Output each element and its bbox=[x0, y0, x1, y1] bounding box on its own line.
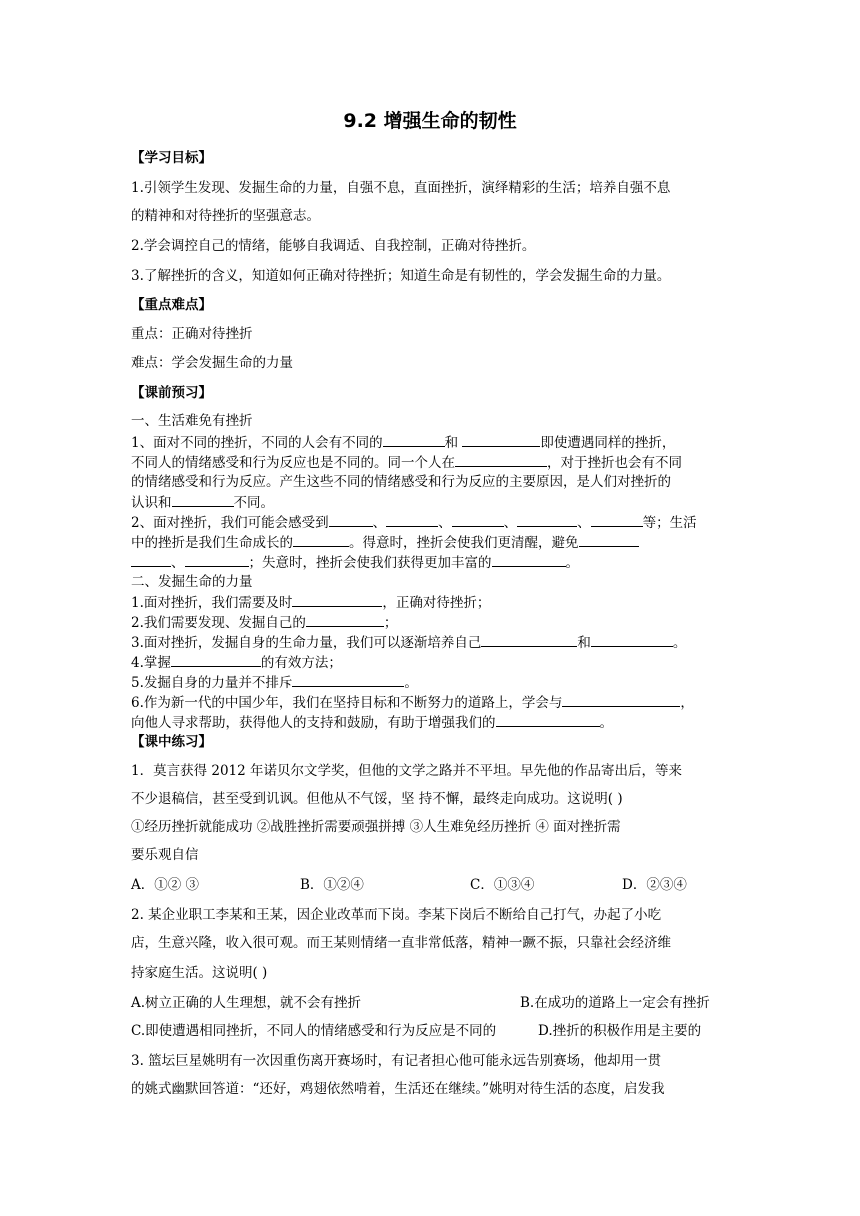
separator: 、 bbox=[171, 555, 185, 571]
preview-paragraph-1-line-2 bbox=[131, 453, 682, 472]
fill-blank[interactable] bbox=[455, 453, 547, 467]
fill-blank[interactable] bbox=[293, 533, 349, 547]
text-segment: 2.我们需要发现、发掘自己的 bbox=[131, 615, 306, 631]
exercise-2-option-a: A.树立正确的人生理想，就不会有挫折 bbox=[131, 995, 362, 1011]
preview-subheading-1: 一、生活难免有挫折 bbox=[131, 413, 253, 429]
preview-paragraph-1-line-3: 的情绪感受和行为反应。产生这些不同的情绪感受和行为反应的主要原因，是人们对挫折的 bbox=[131, 474, 671, 490]
preview-question-2 bbox=[131, 613, 397, 632]
fill-blank[interactable] bbox=[496, 713, 600, 727]
text-segment: 和 bbox=[444, 435, 463, 451]
text-segment: 的有效方法； bbox=[260, 655, 342, 671]
text-segment: 不同人的情绪感受和行为反应也是不同的。同一个人在 bbox=[131, 455, 455, 471]
preview-paragraph-1-line-4 bbox=[131, 493, 274, 512]
preview-question-6-line-2 bbox=[131, 713, 613, 732]
fill-blank[interactable] bbox=[591, 513, 643, 527]
exercise-1-option-c: C．①③④ bbox=[470, 877, 535, 893]
heading-practice: 【课中练习】 bbox=[131, 734, 212, 750]
objective-1-line-1: 1.引领学生发现、发掘生命的力量，自强不息，直面挫折，演绎精彩的生活；培养自强不息 bbox=[131, 180, 671, 196]
exercise-1-line-1: 1．莫言获得 2012 年诺贝尔文学奖，但他的文学之路并不平坦。早先他的作品寄出后，等来 bbox=[131, 763, 683, 779]
exercise-1-option-a: A．①② ③ bbox=[131, 877, 200, 893]
text-segment: 向他人寻求帮助，获得他人的支持和鼓励，有助于增强我们的 bbox=[131, 715, 496, 731]
fill-blank[interactable] bbox=[292, 673, 404, 687]
exercise-1-line-2: 不少退稿信，甚至受到讥讽。但他从不气馁，坚 持不懈，最终走向成功。这说明( ) bbox=[131, 791, 623, 807]
text-segment: 。 bbox=[404, 675, 418, 691]
exercise-2-option-c: C.即使遭遇相同挫折，不同人的情绪感受和行为反应是不同的 bbox=[131, 1023, 497, 1039]
text-segment: 即使遭遇同样的挫折， bbox=[540, 435, 676, 451]
fill-blank[interactable] bbox=[591, 633, 673, 647]
text-segment: 3.面对挫折，发掘自身的生命力量，我们可以逐渐培养自己 bbox=[131, 635, 482, 651]
separator: 、 bbox=[577, 515, 591, 531]
fill-blank[interactable] bbox=[452, 513, 504, 527]
difficult-point: 难点：学会发掘生命的力量 bbox=[131, 355, 293, 371]
preview-question-6-line-1 bbox=[131, 693, 694, 712]
exercise-2-line-1: 2. 某企业职工李某和王某，因企业改革而下岗。李某下岗后不断给自己打气，办起了小吃 bbox=[131, 907, 662, 923]
text-segment: ； bbox=[383, 615, 398, 631]
text-segment: 。 bbox=[599, 715, 613, 731]
preview-paragraph-2-line-2 bbox=[131, 533, 639, 552]
text-segment: ，对于挫折也会有不同 bbox=[547, 455, 682, 471]
text-segment: ， bbox=[680, 695, 694, 711]
preview-subheading-2: 二、发掘生命的力量 bbox=[131, 574, 253, 590]
exercise-2-line-3: 持家庭生活。这说明( ) bbox=[131, 965, 268, 981]
fill-blank[interactable] bbox=[131, 553, 171, 567]
exercise-1-option-d: D．②③④ bbox=[622, 877, 687, 893]
text-segment: 6.作为新一代的中国少年，我们在坚持目标和不断努力的道路上，学会与 bbox=[131, 695, 563, 711]
exercise-3-line-2: 的姚式幽默回答道：“还好，鸡翅依然啃着，生活还在继续。”姚明对待生活的态度，启发我 bbox=[131, 1081, 665, 1097]
text-segment: 。 bbox=[672, 635, 687, 651]
text-segment: 等；生活 bbox=[642, 515, 697, 531]
preview-question-5 bbox=[131, 673, 418, 692]
fill-blank[interactable] bbox=[292, 593, 382, 607]
fill-blank[interactable] bbox=[481, 633, 577, 647]
fill-blank[interactable] bbox=[172, 493, 234, 507]
heading-preview: 【课前预习】 bbox=[131, 385, 212, 401]
separator: 、 bbox=[438, 515, 452, 531]
exercise-1-line-4: 要乐观自信 bbox=[131, 847, 199, 863]
separator: 、 bbox=[503, 515, 518, 531]
fill-blank[interactable] bbox=[579, 533, 639, 547]
fill-blank[interactable] bbox=[185, 553, 249, 567]
fill-blank[interactable] bbox=[171, 653, 261, 667]
text-segment: 不同。 bbox=[233, 495, 274, 511]
exercise-2-option-b: B.在成功的道路上一定会有挫折 bbox=[520, 995, 710, 1011]
preview-paragraph-2-line-3 bbox=[131, 553, 579, 572]
objective-1-line-2: 的精神和对待挫折的坚强意志。 bbox=[131, 208, 320, 224]
fill-blank[interactable] bbox=[329, 513, 373, 527]
text-segment: ，正确对待挫折； bbox=[382, 595, 491, 611]
objective-3: 3.了解挫折的含义，知道如何正确对待挫折；知道生命是有韧性的，学会发掘生命的力量。 bbox=[131, 268, 671, 284]
text-segment: ；失意时，挫折会使我们获得更加丰富的 bbox=[248, 555, 492, 571]
fill-blank[interactable] bbox=[383, 433, 445, 447]
fill-blank[interactable] bbox=[462, 433, 540, 447]
preview-question-1 bbox=[131, 593, 490, 612]
text-segment: 5.发掘自身的力量并不排斥 bbox=[131, 675, 293, 691]
heading-key-points: 【重点难点】 bbox=[131, 297, 212, 313]
text-segment: 认识和 bbox=[131, 495, 172, 511]
exercise-2-option-d: D.挫折的积极作用是主要的 bbox=[538, 1023, 702, 1039]
exercise-1-line-3: ①经历挫折就能成功 ②战胜挫折需要顽强拼搏 ③人生难免经历挫折 ④ 面对挫折需 bbox=[131, 819, 621, 835]
key-point: 重点：正确对待挫折 bbox=[131, 326, 253, 342]
text-segment: 中的挫折是我们生命成长的 bbox=[131, 535, 293, 551]
heading-objectives: 【学习目标】 bbox=[131, 150, 212, 166]
fill-blank[interactable] bbox=[517, 513, 577, 527]
preview-paragraph-1-line-1 bbox=[131, 433, 675, 452]
text-segment: 2、面对挫折，我们可能会感受到 bbox=[131, 515, 329, 531]
preview-paragraph-2-line-1 bbox=[131, 513, 697, 532]
text-segment: 4.掌握 bbox=[131, 655, 171, 671]
fill-blank[interactable] bbox=[306, 613, 384, 627]
text-segment: 。得意时，挫折会使我们更清醒，避免 bbox=[349, 535, 579, 551]
exercise-3-line-1: 3. 篮坛巨星姚明有一次因重伤离开赛场时，有记者担心他可能永远告别赛场，他却用一贯 bbox=[131, 1053, 662, 1069]
text-segment: 1、面对不同的挫折，不同的人会有不同的 bbox=[131, 435, 383, 451]
document-title: 9.2 增强生命的韧性 bbox=[343, 110, 517, 132]
fill-blank[interactable] bbox=[492, 553, 566, 567]
fill-blank[interactable] bbox=[386, 513, 438, 527]
text-segment: 1.面对挫折，我们需要及时 bbox=[131, 595, 293, 611]
fill-blank[interactable] bbox=[562, 693, 680, 707]
exercise-2-line-2: 店，生意兴隆，收入很可观。而王某则情绪一直非常低落，精神一蹶不振，只靠社会经济维 bbox=[131, 935, 671, 951]
exercise-1-option-b: B．①②④ bbox=[300, 877, 364, 893]
separator: 、 bbox=[372, 515, 387, 531]
objective-2: 2.学会调控自己的情绪，能够自我调适、自我控制，正确对待挫折。 bbox=[131, 238, 536, 254]
text-segment: 和 bbox=[577, 635, 591, 651]
text-segment: 。 bbox=[565, 555, 579, 571]
preview-question-4 bbox=[131, 653, 342, 672]
preview-question-3 bbox=[131, 633, 686, 652]
